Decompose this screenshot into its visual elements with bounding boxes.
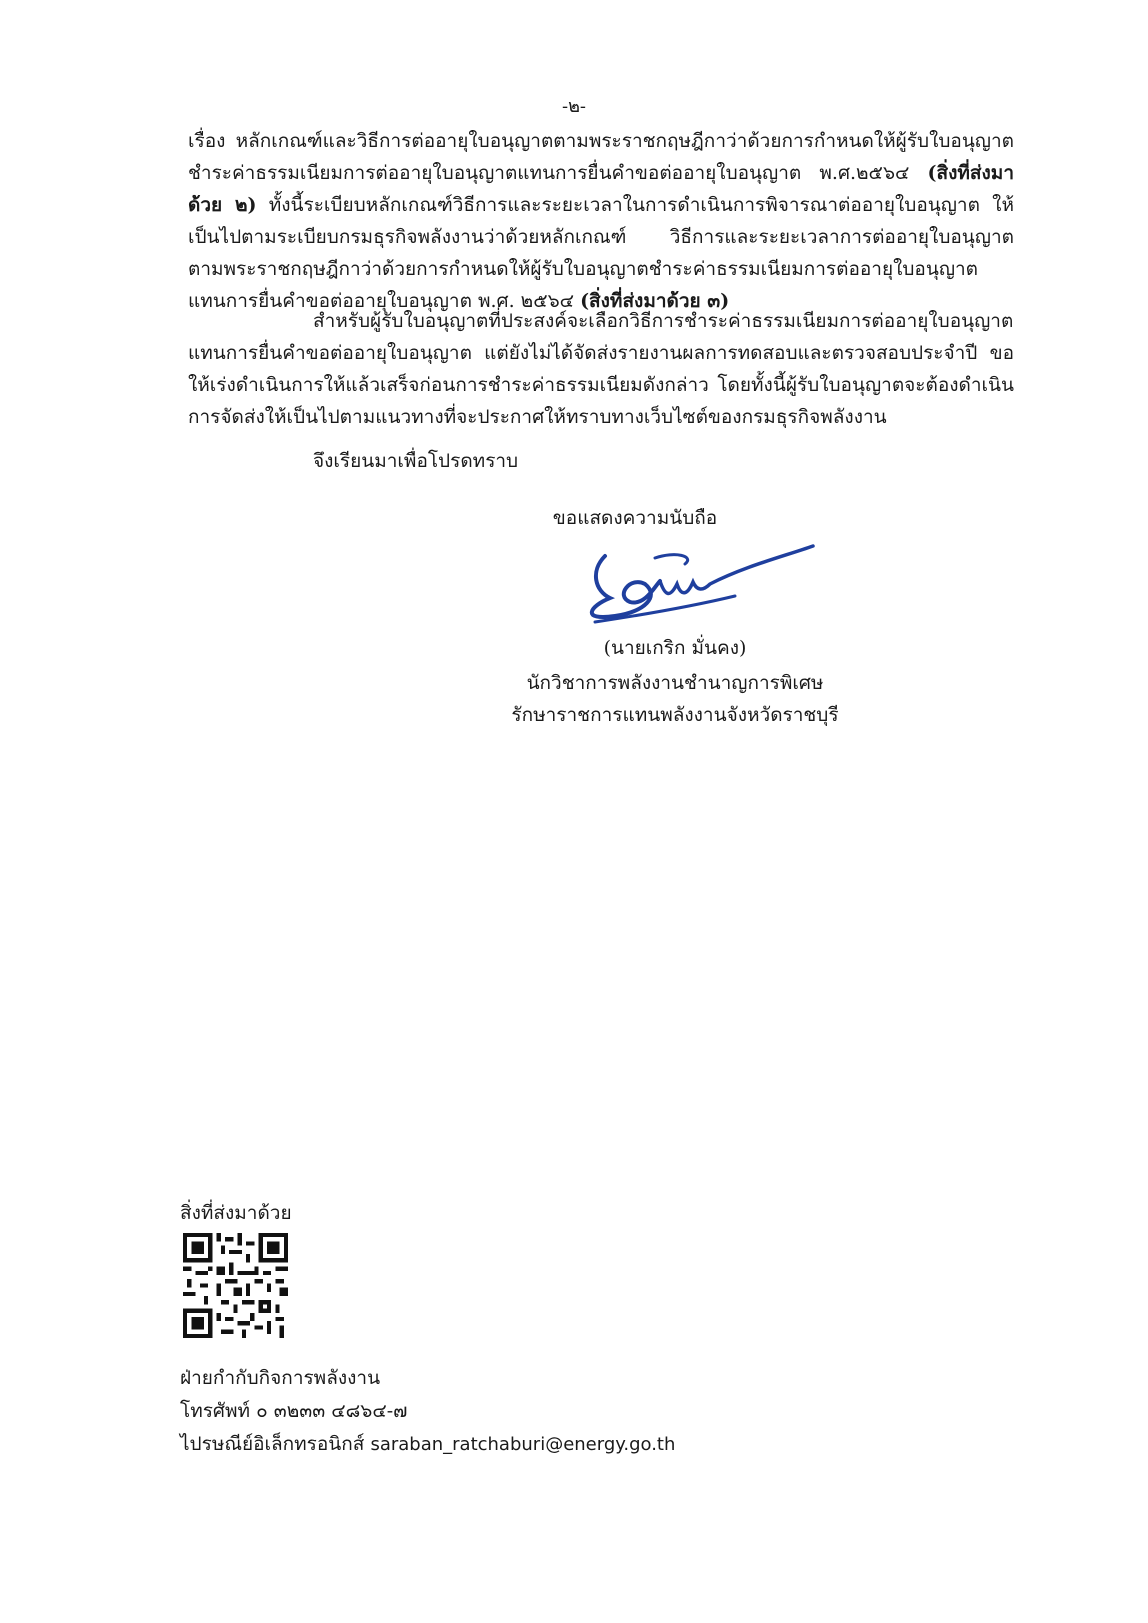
footer-email-label: ไปรษณีย์อิเล็กทรอนิกส์: [180, 1433, 371, 1455]
signatory-position: นักวิชาการพลังงานชำนาญการพิเศษ: [526, 672, 824, 694]
paragraph-subject: [188, 125, 1014, 317]
paragraph-subject-text-2: ทั้งนี้ระเบียบหลักเกณฑ์วิธีการและระยะเวลาในการดำเนินการพิจารณาต่ออายุใบอนุญาต ให้เป็นไปตามระเบียบกรมธุรกิจพลังงานว่าด้วยหลักเกณฑ์ วิธีการและระยะเวลาการต่ออายุใบอนุญาตตามพระราชกฤษฎีกาว่าด้วยการกำหนดให้ผู้รับใบอนุญาตชำระค่าธรรมเนียมการต่ออายุใบอนุญาตแทนการยื่นคำขอต่ออายุใบอนุญาต พ.ศ. ๒๕๖๔: [188, 194, 1014, 312]
signatory-acting-position: รักษาราชการแทนพลังงานจังหวัดราชบุรี: [511, 704, 839, 726]
paragraph-instructions: สำหรับผู้รับใบอนุญาตที่ประสงค์จะเลือกวิธีการชำระค่าธรรมเนียมการต่ออายุใบอนุญาตแทนการยื่นคำขอต่ออายุใบอนุญาต แต่ยังไม่ได้จัดส่งรายงานผลการทดสอบและตรวจสอบประจำปี ขอให้เร่งดำเนินการให้แล้วเสร็จก่อนการชำระค่าธรรมเนียมดังกล่าว โดยทั้งนี้ผู้รับใบอนุญาตจะต้องดำเนินการจัดส่งให้เป็นไปตามแนวทางที่จะประกาศให้ทราบทางเว็บไซต์ของกรมธุรกิจพลังงาน: [188, 310, 1014, 428]
footer-department: ฝ่ายกำกับกิจการพลังงาน: [180, 1367, 381, 1389]
page-number: -๒-: [561, 96, 587, 117]
closing-line: จึงเรียนมาเพื่อโปรดทราบ: [313, 450, 519, 472]
footer-email: [180, 1429, 675, 1459]
regards-line: ขอแสดงความนับถือ: [552, 507, 718, 529]
attachment-label: สิ่งที่ส่งมาด้วย: [180, 1202, 292, 1224]
handwritten-signature: [585, 536, 815, 626]
attachment-ref-3: (สิ่งที่ส่งมาด้วย ๓): [580, 290, 730, 312]
footer-phone: โทรศัพท์ ๐ ๓๒๓๓ ๔๘๖๔-๗: [180, 1400, 408, 1422]
qr-code-icon[interactable]: [183, 1233, 288, 1338]
paragraph-subject-text-1: เรื่อง หลักเกณฑ์และวิธีการต่ออายุใบอนุญาตตามพระราชกฤษฎีกาว่าด้วยการกำหนดให้ผู้รับใบอนุญาตชำระค่าธรรมเนียมการต่ออายุใบอนุญาตแทนการยื่นคำขอต่ออายุใบอนุญาต พ.ศ.๒๕๖๔: [188, 130, 1014, 184]
attachment-ref-2: (สิ่งที่ส่งมาด้วย ๒): [188, 162, 1014, 216]
email-link[interactable]: saraban_ratchaburi@energy.go.th: [370, 1434, 676, 1455]
signatory-name: (นายเกริก มั่นคง): [603, 637, 747, 659]
